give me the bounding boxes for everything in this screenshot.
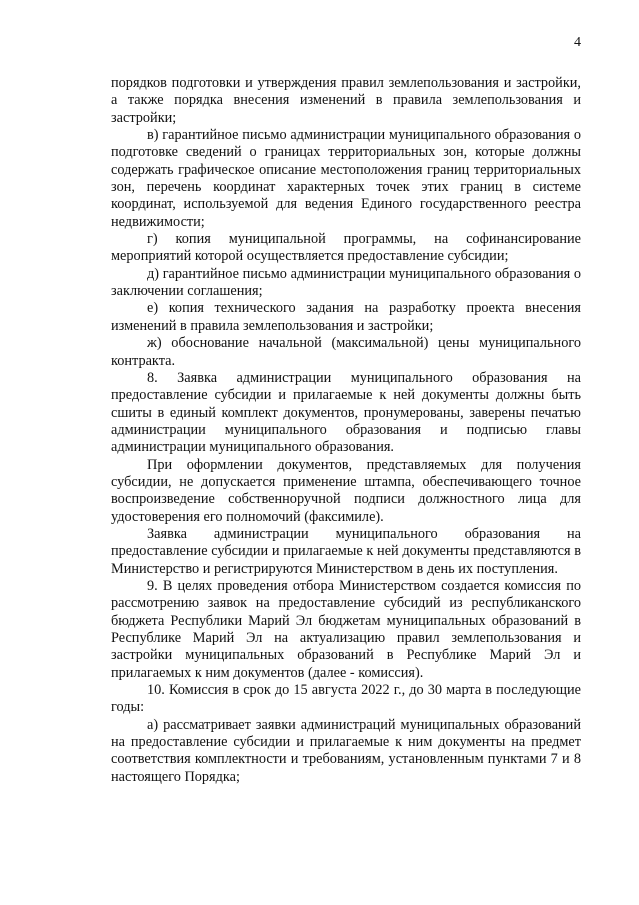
- paragraph: г) копия муниципальной программы, на софинансирование мероприятий которой осуществляется предоставление субсидии;: [111, 231, 581, 265]
- paragraph: При оформлении документов, представляемых для получения субсидии, не допускается применение штампа, обеспечивающего точное воспроизведение собственноручной подписи должностного лица для удостоверения его полномочий (факсимиле).: [111, 456, 581, 525]
- paragraph: в) гарантийное письмо администрации муниципального образования о подготовке сведений о границах территориальных зон, которые должны содержать графическое описание местоположения границ территориальных зон, перечень координат характерных точек этих границ в системе координат, используемой для ведения Единого государственного реестра недвижимости;: [111, 127, 581, 230]
- paragraph: 10. Комиссия в срок до 15 августа 2022 г., до 30 марта в последующие годы:: [111, 682, 581, 716]
- paragraph: а) рассматривает заявки администраций муниципальных образований на предоставление субсидии и прилагаемые к ним документы на предмет соответствия комплектности и требованиям, установленным пунктами 7 и 8 настоящего Порядка;: [111, 716, 581, 785]
- paragraph: порядков подготовки и утверждения правил землепользования и застройки, а также порядка внесения изменений в правила землепользования и застройки;: [111, 75, 581, 126]
- paragraph: Заявка администрации муниципального образования на предоставление субсидии и прилагаемые к ней документы представляются в Министерство и регистрируются Министерством в день их поступления.: [111, 525, 581, 577]
- paragraph: 8. Заявка администрации муниципального образования на предоставление субсидии и прилагаемые к ней документы должны быть сшиты в единый комплект документов, пронумерованы, заверены печатью администрации муниципального образования и подписью главы администрации муниципального образования.: [111, 369, 581, 456]
- paragraph: е) копия технического задания на разработку проекта внесения изменений в правила землепользования и застройки;: [111, 300, 581, 334]
- body-text: [111, 75, 581, 786]
- page-number: 4: [574, 35, 581, 50]
- paragraph: 9. В целях проведения отбора Министерством создается комиссия по рассмотрению заявок на предоставление субсидий из республиканского бюджета Республики Марий Эл бюджетам муниципальных образований в Республике Марий Эл на актуализацию правил землепользования и застройки муниципальных образований в Республике Марий Эл и прилагаемых к ним документов (далее - комиссия).: [111, 577, 581, 681]
- paragraph: ж) обоснование начальной (максимальной) цены муниципального контракта.: [111, 335, 581, 369]
- paragraph: д) гарантийное письмо администрации муниципального образования о заключении соглашения;: [111, 265, 581, 300]
